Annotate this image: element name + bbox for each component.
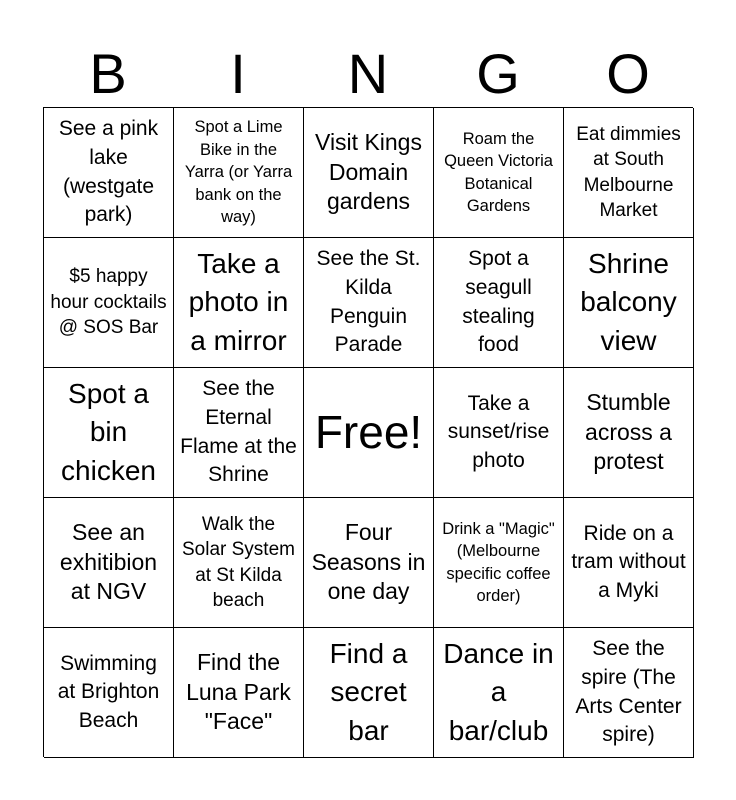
cell-text: $5 happy hour cocktails @ SOS Bar xyxy=(50,266,167,339)
bingo-cell[interactable] xyxy=(434,628,564,758)
bingo-cell[interactable] xyxy=(434,238,564,368)
bingo-cell[interactable] xyxy=(304,498,434,628)
cell-text: See the Eternal Flame at the Shrine xyxy=(180,377,297,487)
cell-text: Spot a Lime Bike in the Yarra (or Yarra bank on the way) xyxy=(184,118,293,227)
bingo-cell[interactable] xyxy=(44,238,174,368)
free-space-text: Free! xyxy=(314,405,423,458)
bingo-cell[interactable] xyxy=(304,628,434,758)
header-letter-i: I xyxy=(230,42,246,105)
header-letter-o: O xyxy=(606,42,650,105)
bingo-card-grid xyxy=(43,107,693,757)
bingo-cell[interactable] xyxy=(174,108,304,238)
cell-text: Ride on a tram without a Myki xyxy=(571,521,686,602)
cell-text: Dance in a bar/club xyxy=(443,638,554,746)
cell-text: Take a sunset/rise photo xyxy=(447,391,550,472)
cell-text: Spot a bin chicken xyxy=(61,378,156,486)
bingo-cell[interactable] xyxy=(44,628,174,758)
bingo-cell[interactable] xyxy=(564,628,694,758)
bingo-cell[interactable] xyxy=(564,368,694,498)
cell-text: Walk the Solar System at St Kilda beach xyxy=(182,513,295,611)
bingo-cell[interactable] xyxy=(44,498,174,628)
cell-text: Roam the Queen Victoria Botanical Gardens xyxy=(444,129,553,215)
bingo-cell-free[interactable] xyxy=(304,368,434,498)
bingo-cell[interactable] xyxy=(174,498,304,628)
cell-text: See a pink lake (westgate park) xyxy=(58,117,159,227)
header-letter-b: B xyxy=(89,42,127,105)
bingo-cell[interactable] xyxy=(564,498,694,628)
bingo-cell[interactable] xyxy=(564,108,694,238)
bingo-cell[interactable] xyxy=(304,238,434,368)
bingo-cell[interactable] xyxy=(304,108,434,238)
bingo-cell[interactable] xyxy=(434,498,564,628)
cell-text: Take a photo in a mirror xyxy=(188,248,289,356)
cell-text: Find a secret bar xyxy=(329,638,408,746)
bingo-cell[interactable] xyxy=(174,238,304,368)
cell-text: Four Seasons in one day xyxy=(311,518,426,605)
cell-text: Shrine balcony view xyxy=(580,248,677,356)
bingo-header xyxy=(43,40,693,108)
cell-text: Stumble across a protest xyxy=(585,388,672,475)
bingo-cell[interactable] xyxy=(174,628,304,758)
bingo-cell[interactable] xyxy=(44,108,174,238)
cell-text: Drink a "Magic" (Melbourne specific coffee order) xyxy=(442,519,555,605)
cell-text: See the St. Kilda Penguin Parade xyxy=(316,247,421,357)
cell-text: Eat dimmies at South Melbourne Market xyxy=(576,123,681,221)
header-letter-n: N xyxy=(347,42,389,105)
cell-text: See an exhitibion at NGV xyxy=(59,518,158,605)
bingo-cell[interactable] xyxy=(434,368,564,498)
cell-text: Swimming at Brighton Beach xyxy=(57,651,160,732)
bingo-cell[interactable] xyxy=(564,238,694,368)
header-letter-g: G xyxy=(476,42,520,105)
bingo-cell[interactable] xyxy=(174,368,304,498)
cell-text: Spot a seagull stealing food xyxy=(462,247,535,357)
cell-text: Find the Luna Park "Face" xyxy=(186,648,291,735)
cell-text: See the spire (The Arts Center spire) xyxy=(575,637,682,747)
bingo-cell[interactable] xyxy=(44,368,174,498)
cell-text: Visit Kings Domain gardens xyxy=(315,128,422,215)
bingo-cell[interactable] xyxy=(434,108,564,238)
